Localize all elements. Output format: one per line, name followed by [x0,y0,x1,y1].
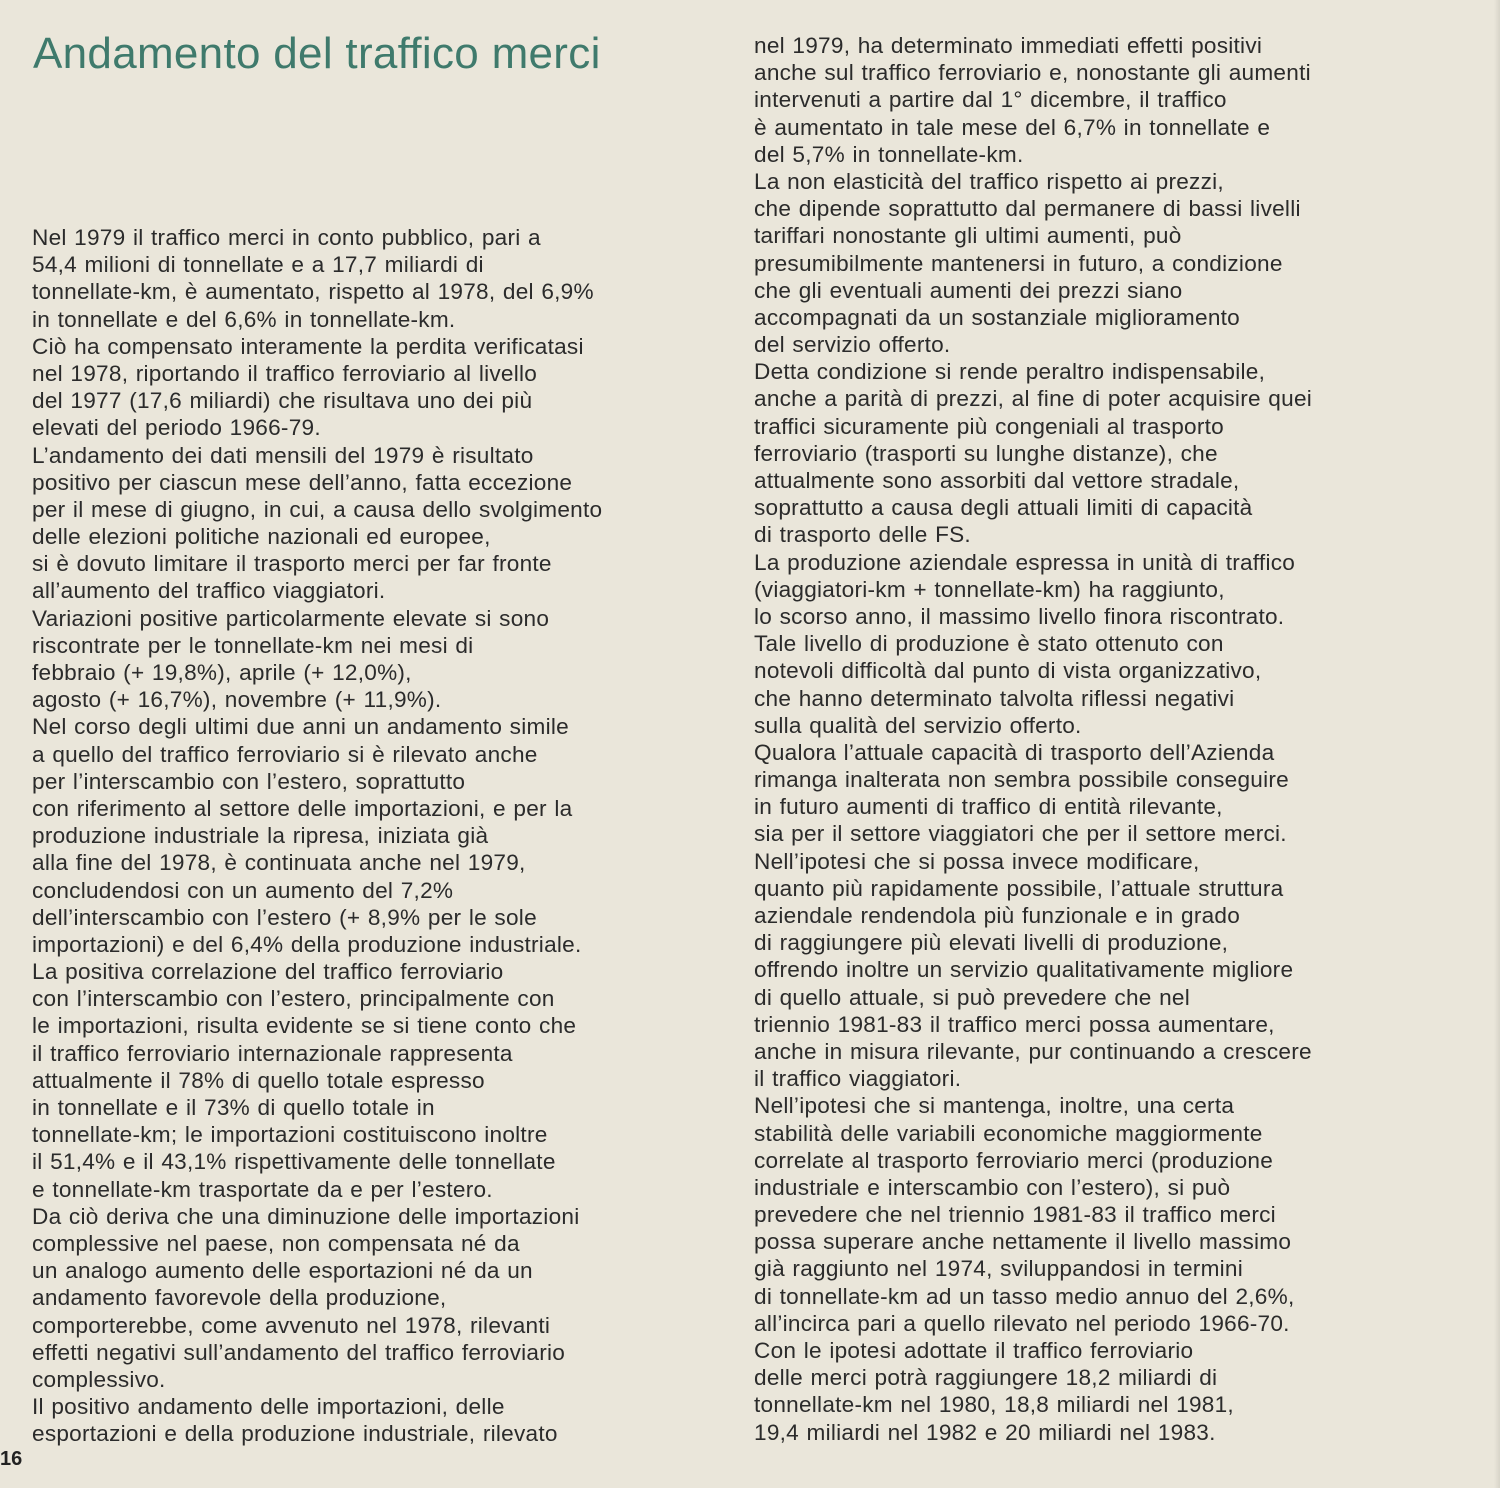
text-line: all’incirca pari a quello rilevato nel periodo 1966-70. [754,1310,1290,1336]
text-line: importazioni) e del 6,4% della produzione industriale. [32,931,582,957]
text-line: stabilità delle variabili economiche maggiormente [754,1120,1263,1146]
text-line: in tonnellate e il 73% di quello totale in [32,1095,435,1120]
page-edge-shadow [1494,0,1500,1488]
text-line: dell’interscambio con l’estero (+ 8,9% per le sole [32,904,537,930]
text-line: positivo per ciascun mese dell’anno, fatta eccezione [32,469,573,495]
text-line: riscontrate per le tonnellate-km nei mesi di [32,632,474,658]
text-line: febbraio (+ 19,8%), aprile (+ 12,0%), [32,660,412,685]
text-line: Nel corso degli ultimi due anni un andamento simile [32,714,569,740]
text-line: alla fine del 1978, è continuata anche nel 1979, [32,850,526,876]
left-text-column [32,224,712,1447]
text-line: Qualora l’attuale capacità di trasporto dell’Azienda [754,739,1275,765]
text-line: Nell’ipotesi che si possa invece modificare, [754,848,1200,874]
text-line: di quello attuale, si può prevedere che nel [754,984,1191,1010]
text-line: Nel 1979 il traffico merci in conto pubblico, pari a [32,225,541,250]
text-line: Il positivo andamento delle importazioni, delle [32,1394,505,1420]
text-line: che dipende soprattutto dal permanere di bassi livelli [754,196,1301,222]
page-number: 16 [0,1448,23,1470]
text-line: La positiva correlazione del traffico ferroviario [32,959,504,985]
text-line: in futuro aumenti di traffico di entità rilevante, [754,794,1223,820]
right-text-column [754,32,1434,1446]
text-line: il 51,4% e il 43,1% rispettivamente delle tonnellate [32,1149,556,1175]
text-line: complessivo. [32,1366,166,1392]
text-line: rimanga inalterata non sembra possibile conseguire [754,767,1289,793]
text-line: anche a parità di prezzi, al fine di poter acquisire quei [754,386,1313,412]
text-line: (viaggiatori-km + tonnellate-km) ha raggiunto, [754,576,1225,602]
text-line: comporterebbe, come avvenuto nel 1978, rilevanti [32,1312,551,1338]
text-line: già raggiunto nel 1974, sviluppandosi in termini [754,1256,1244,1282]
text-line: per il mese di giugno, in cui, a causa dello svolgimento [32,496,603,522]
text-line: presumibilmente mantenersi in futuro, a condizione [754,250,1283,276]
text-line: in tonnellate e del 6,6% in tonnellate-km. [32,306,456,332]
text-line: sulla qualità del servizio offerto. [754,712,1082,738]
text-line: le importazioni, risulta evidente se si tiene conto che [32,1013,577,1039]
text-line: ferroviario (trasporti su lunghe distanze), che [754,440,1218,466]
text-line: elevati del periodo 1966-79. [32,415,321,441]
text-line: Con le ipotesi adottate il traffico ferroviario [754,1338,1194,1363]
page-title: Andamento del traffico merci [33,29,601,78]
text-line: Variazioni positive particolarmente elevate si sono [32,605,550,631]
text-line: tonnellate-km nel 1980, 18,8 miliardi nel 1981, [754,1392,1234,1418]
text-line: delle elezioni politiche nazionali ed europee, [32,524,491,550]
text-line: all’aumento del traffico viaggiatori. [32,578,386,604]
text-line: con l’interscambio con l’estero, principalmente con [32,986,555,1012]
text-line: il traffico viaggiatori. [754,1066,962,1092]
text-line: Tale livello di produzione è stato ottenuto con [754,631,1224,657]
text-line: complessive nel paese, non compensata né da [32,1230,520,1256]
text-line: sia per il settore viaggiatori che per il settore merci. [754,821,1287,847]
text-line: agosto (+ 16,7%), novembre (+ 11,9%). [32,687,442,713]
text-line: tariffari nonostante gli ultimi aumenti, può [754,223,1182,249]
text-line: quanto più rapidamente possibile, l’attuale struttura [754,875,1284,901]
text-line: attualmente il 78% di quello totale espresso [32,1067,485,1093]
text-line: per l’interscambio con l’estero, soprattutto [32,768,466,794]
text-line: nel 1978, riportando il traffico ferroviario al livello [32,360,538,386]
text-line: e tonnellate-km trasportate da e per l’estero. [32,1176,493,1202]
text-line: possa superare anche nettamente il livello massimo [754,1229,1292,1255]
text-line: intervenuti a partire dal 1° dicembre, il traffico [754,87,1227,113]
text-line: con riferimento al settore delle importazioni, e per la [32,795,573,821]
text-line: delle merci potrà raggiungere 18,2 miliardi di [754,1365,1218,1391]
text-line: traffici sicuramente più congeniali al trasporto [754,413,1224,439]
text-line: è aumentato in tale mese del 6,7% in tonnellate e [754,114,1271,140]
text-line: anche sul traffico ferroviario e, nonostante gli aumenti [754,60,1311,86]
text-line: Ciò ha compensato interamente la perdita verificatasi [32,333,584,359]
text-line: triennio 1981-83 il traffico merci possa aumentare, [754,1011,1275,1037]
text-line: aziendale rendendola più funzionale e in grado [754,903,1241,928]
text-line: offrendo inoltre un servizio qualitativamente migliore [754,957,1294,983]
text-line: accompagnati da un sostanziale miglioramento [754,304,1240,330]
text-line: un analogo aumento delle esportazioni né da un [32,1258,533,1284]
text-line: di raggiungere più elevati livelli di produzione, [754,930,1229,956]
text-line: produzione industriale la ripresa, iniziata già [32,823,489,849]
text-line: La produzione aziendale espressa in unità di traffico [754,549,1296,575]
text-line: Detta condizione si rende peraltro indispensabile, [754,359,1266,385]
text-line: il traffico ferroviario internazionale rappresenta [32,1040,513,1066]
text-line: di tonnellate-km ad un tasso medio annuo del 2,6%, [754,1283,1295,1309]
text-line: del 5,7% in tonnellate-km. [754,141,1024,167]
text-line: lo scorso anno, il massimo livello finora riscontrato. [754,603,1285,629]
text-line: si è dovuto limitare il trasporto merci per far fronte [32,551,552,577]
text-line: 19,4 miliardi nel 1982 e 20 miliardi nel 1983. [754,1419,1216,1445]
text-line: attualmente sono assorbiti dal vettore stradale, [754,468,1240,493]
text-line: a quello del traffico ferroviario si è rilevato anche [32,741,538,767]
text-line: tonnellate-km; le importazioni costituiscono inoltre [32,1122,548,1148]
text-line: che hanno determinato talvolta riflessi negativi [754,685,1235,711]
text-line: tonnellate-km, è aumentato, rispetto al 1978, del 6,9% [32,279,594,305]
text-line: industriale e interscambio con l’estero), si può [754,1174,1231,1200]
text-line: Da ciò deriva che una diminuzione delle importazioni [32,1203,580,1229]
text-line: che gli eventuali aumenti dei prezzi siano [754,277,1183,303]
text-line: soprattutto a causa degli attuali limiti di capacità [754,495,1253,521]
text-line: 54,4 milioni di tonnellate e a 17,7 miliardi di [32,252,484,278]
text-line: notevoli difficoltà dal punto di vista organizzativo, [754,658,1262,684]
text-line: effetti negativi sull’andamento del traffico ferroviario [32,1339,566,1365]
text-line: concludendosi con un aumento del 7,2% [32,877,454,903]
text-line: Nell’ipotesi che si mantenga, inoltre, una certa [754,1093,1235,1119]
text-line: del servizio offerto. [754,332,951,358]
text-line: nel 1979, ha determinato immediati effetti positivi [754,33,1263,58]
text-line: andamento favorevole della produzione, [32,1285,447,1311]
text-line: del 1977 (17,6 miliardi) che risultava uno dei più [32,388,533,414]
text-line: di trasporto delle FS. [754,522,971,548]
text-line: La non elasticità del traffico rispetto ai prezzi, [754,168,1224,194]
text-line: correlate al trasporto ferroviario merci (produzione [754,1147,1274,1173]
text-line: prevedere che nel triennio 1981-83 il traffico merci [754,1202,1276,1228]
text-line: anche in misura rilevante, pur continuando a crescere [754,1038,1312,1064]
text-line: L’andamento dei dati mensili del 1979 è risultato [32,442,534,468]
text-line: esportazioni e della produzione industriale, rilevato [32,1421,558,1447]
